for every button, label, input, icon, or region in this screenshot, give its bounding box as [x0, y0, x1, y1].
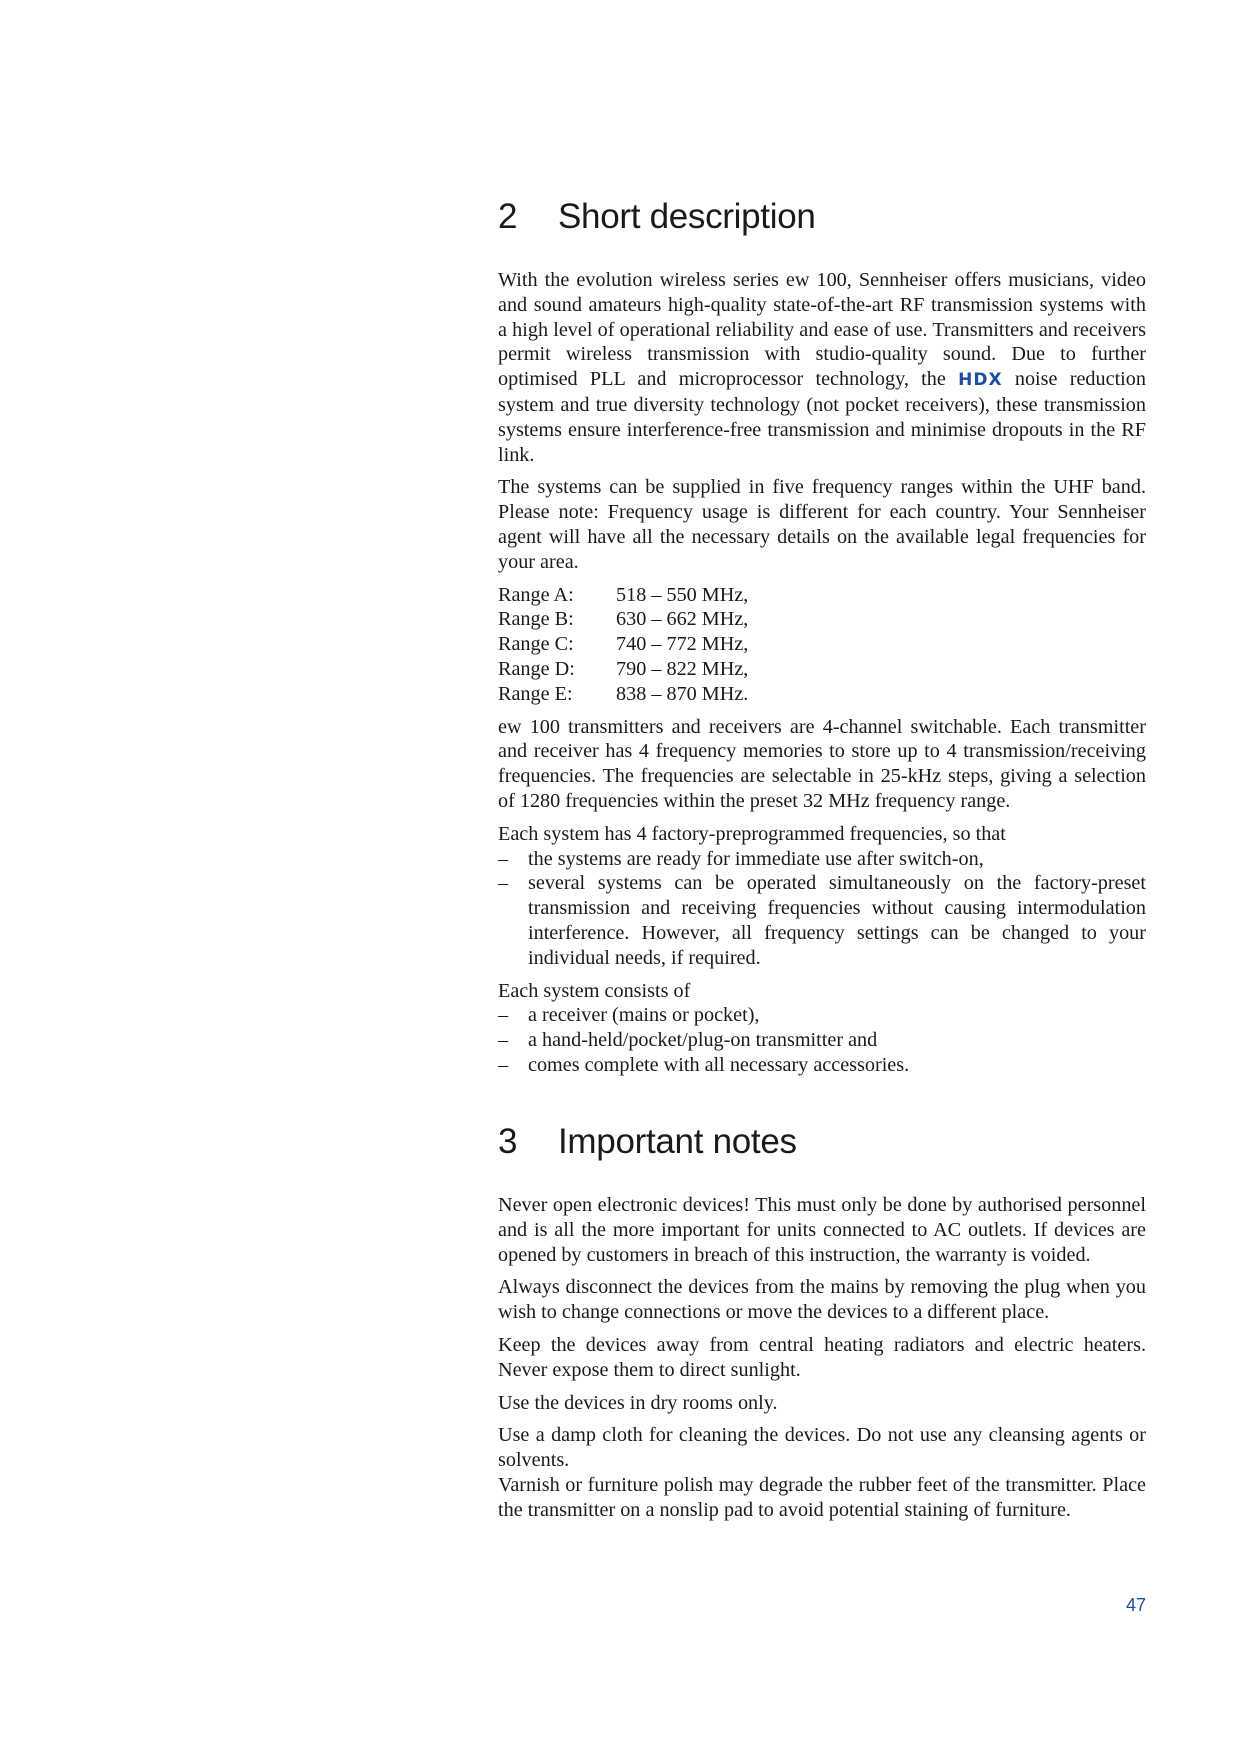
- range-value: 838 – 870 MHz.: [616, 682, 749, 705]
- section-heading: [498, 1121, 1146, 1163]
- hdx-logo: HDX: [958, 370, 1003, 391]
- section-title: Short description: [558, 197, 816, 236]
- paragraph-dry-rooms: Use the devices in dry rooms only.: [498, 1391, 778, 1414]
- paragraph-text: noise reduction system and true diversity technology (not pocket receivers), these transmission systems ensure interference-free transmission and minimise dropouts in the RF link.: [498, 368, 1146, 466]
- list-item: – the systems are ready for immediate use after switch-on,: [498, 847, 1146, 872]
- paragraph-disconnect: Always disconnect the devices from the mains by removing the plug when you wish to change connections or move the devices to a different place.: [498, 1276, 1146, 1324]
- section-heading: [498, 196, 1146, 238]
- range-label: Range B:: [498, 608, 574, 631]
- range-value: 630 – 662 MHz,: [616, 608, 749, 631]
- range-label: Range A:: [498, 583, 574, 606]
- range-row: [498, 657, 1146, 682]
- list-item: – a hand-held/pocket/plug-on transmitter and: [498, 1028, 1146, 1053]
- paragraph-heat: Keep the devices away from central heating radiators and electric heaters. Never expose them to direct sunlight.: [498, 1333, 1146, 1381]
- range-list: [498, 583, 1146, 707]
- paragraph-never-open: Never open electronic devices! This must only be done by authorised personnel and is all the more important for units connected to AC outlets. If devices are opened by customers in breach of this instruction, the warranty is voided.: [498, 1194, 1146, 1266]
- paragraph-text: With the evolution wireless series ew 100, Sennheiser offers musicians, video and sound amateurs high-quality state-of-the-art RF transmission systems with a high level of operational reliability and ease of use. Transmitters and receivers permit wireless transmission with studio-quality sound. Due to further optimised PLL and microprocessor technology, the: [498, 269, 1146, 391]
- section-number: 3: [498, 1122, 518, 1161]
- range-value: 790 – 822 MHz,: [616, 657, 749, 680]
- list-item: – comes complete with all necessary accessories.: [498, 1053, 1146, 1078]
- range-value: 518 – 550 MHz,: [616, 583, 749, 606]
- range-label: Range C:: [498, 633, 574, 656]
- section-number: 2: [498, 197, 518, 236]
- paragraph-consists-intro: Each system consists of: [498, 979, 691, 1002]
- section-important-notes: [498, 1121, 1146, 1531]
- paragraph-varnish: Varnish or furniture polish may degrade the rubber feet of the transmitter. Place the transmitter on a nonslip pad to avoid potential staining of furniture.: [498, 1473, 1146, 1521]
- page-number: 47: [1125, 1595, 1146, 1615]
- list-item: – several systems can be operated simultaneously on the factory-preset transmission and receiving frequencies without causing intermodulation interference. However, all frequency settings can be changed to your individual needs, if required.: [498, 871, 1146, 970]
- range-label: Range D:: [498, 657, 575, 680]
- list-item: – a receiver (mains or pocket),: [498, 1003, 1146, 1028]
- range-label: Range E:: [498, 682, 573, 705]
- range-row: [498, 682, 1146, 707]
- paragraph-frequency-ranges: The systems can be supplied in five frequency ranges within the UHF band. Please note: Frequency usage is different for each country. Your Sennheiser agent will have all the necessary details on the available legal frequencies for your area.: [498, 476, 1146, 573]
- range-row: [498, 583, 1146, 608]
- presets-list: [498, 847, 1146, 971]
- range-value: 740 – 772 MHz,: [616, 633, 749, 656]
- paragraph-cleaning: Use a damp cloth for cleaning the devices. Do not use any cleansing agents or solvents.: [498, 1424, 1146, 1472]
- paragraph-channels: ew 100 transmitters and receivers are 4-channel switchable. Each transmitter and receiver has 4 frequency memories to store up to 4 transmission/receiving frequencies. The frequencies are selectable in 25-kHz steps, giving a selection of 1280 frequencies within the preset 32 MHz frequency range.: [498, 715, 1146, 812]
- section-title: Important notes: [558, 1122, 797, 1161]
- range-row: [498, 607, 1146, 632]
- components-list: [498, 1003, 1146, 1077]
- range-row: [498, 632, 1146, 657]
- section-short-description: [498, 196, 1146, 1086]
- paragraph-intro: [498, 268, 1146, 467]
- paragraph-presets-intro: Each system has 4 factory-preprogrammed frequencies, so that: [498, 822, 1006, 845]
